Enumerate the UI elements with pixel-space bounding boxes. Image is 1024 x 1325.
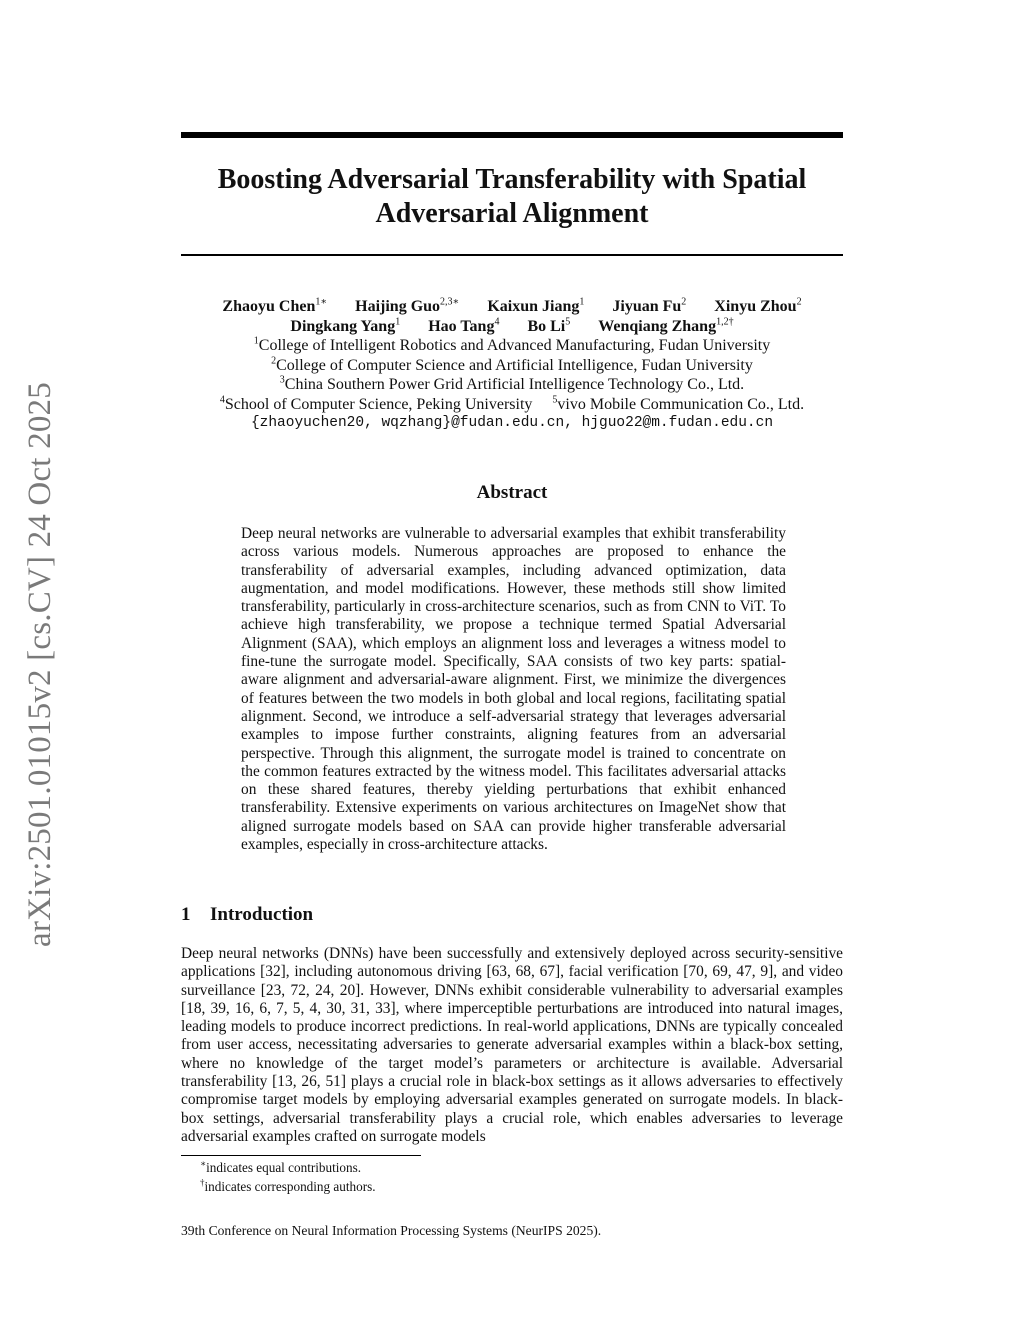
author-name: Haijing Guo$^{2,3∗}$ (355, 296, 460, 315)
section-title-text: Introduction (210, 904, 314, 925)
footnote-rule (181, 1155, 421, 1156)
author-block (181, 297, 843, 434)
author-name: Wenqiang Zhang$^{1,2\dagger}$ (598, 316, 734, 335)
affiliation-line: $^2$College of Computer Science and Artificial Intelligence, Fudan University (271, 355, 753, 374)
author-name: Jiyuan Fu$^2$ (612, 296, 687, 315)
footnotes (200, 1158, 700, 1196)
author-name: Kaixun Jiang$^1$ (487, 296, 585, 315)
author-row-1 (181, 297, 843, 317)
abstract-heading: Abstract (476, 482, 548, 503)
author-emails: {zhaoyuchen20, wqzhang}@fudan.edu.cn, hjguo22@m.fudan.edu.cn (250, 415, 774, 431)
affiliation-line: $^3$China Southern Power Grid Artificial Intelligence Technology Co., Ltd. (279, 374, 745, 393)
author-name: Xinyu Zhou$^2$ (714, 296, 802, 315)
author-name: Bo Li$^5$ (527, 316, 571, 335)
paper-title: Boosting Adversarial Transferability with Spatial Adversarial Alignment (217, 164, 807, 229)
affiliation-line: $^1$College of Intelligent Robotics and Advanced Manufacturing, Fudan University (253, 335, 771, 354)
arxiv-identifier (8, 372, 72, 956)
venue-note: 39th Conference on Neural Information Processing Systems (NeurIPS 2025). (181, 1223, 602, 1238)
affiliation-line: $^4$School of Computer Science, Peking University $^5$vivo Mobile Communication Co., Ltd. (219, 394, 805, 413)
title-rule-top (181, 132, 843, 138)
introduction-text: Deep neural networks (DNNs) have been successfully and extensively deployed across security-sensitive applications [32], including autonomous driving [63, 68, 67], facial verification [70, 69, 47, 9], and video surveillance [23, 72, 24, 20]. However, DNNs exhibit considerable vulnerability to adversarial examples [18, 39, 16, 6, 7, 5, 4, 30, 31, 33], where imperceptible perturbations are introduced into natural images, leading models to produce incorrect predictions. In real-world applications, DNNs are typically concealed from user access, necessitating adversaries to generate adversarial examples within a black-box setting, where no knowledge of the target model’s parameters or architecture is available. Adversarial transferability [13, 26, 51] plays a crucial role in black-box settings as it allows adversaries to effectively compromise target models by employing adversarial examples generated on surrogate models. In black-box settings, adversarial transferability plays a crucial role, which enables adversaries to leverage adversarial examples crafted on surrogate models (181, 945, 843, 1145)
title-rule-bottom (181, 254, 843, 256)
author-name: Zhaoyu Chen$^{1∗}$ (222, 296, 328, 315)
footnote: ∗indicates equal contributions. (200, 1158, 362, 1175)
author-name: Dingkang Yang$^1$ (290, 316, 401, 335)
arxiv-identifier-text: arXiv:2501.01015v2 [cs.CV] 24 Oct 2025 (21, 381, 58, 947)
abstract-text: Deep neural networks are vulnerable to adversarial examples that exhibit transferability across various models. Numerous approaches are proposed to enhance the transferability of adversarial examples, including advanced optimization, data augmentation, and model modifications. However, these methods still show limited transferability, particularly in cross-architecture scenarios, such as from CNN to ViT. To achieve high transferability, we propose a technique termed Spatial Adversarial Alignment (SAA), which employs an alignment loss and leverages a witness model to fine-tune the surrogate model. Specifically, SAA consists of two key parts: spatial-aware alignment and adversarial-aware alignment. First, we minimize the divergences of features between the two models in both global and local regions, facilitating spatial alignment. Second, we introduce a self-adversarial strategy that leverages adversarial examples to impose further constraints, aligning features from an adversarial perspective. Through this alignment, the surrogate model is trained to concentrate on the common features extracted by the witness model. This facilitates adversarial attacks on these shared features, thereby yielding perturbations that exhibit enhanced transferability. Extensive experiments on various architectures on ImageNet show that aligned surrogate models based on SAA can provide higher transferable adversarial examples, especially in cross-architecture attacks. (241, 525, 786, 854)
section-heading (181, 903, 313, 927)
author-name: Hao Tang$^4$ (428, 316, 500, 335)
footnote: †indicates corresponding authors. (200, 1177, 376, 1194)
author-row-2 (181, 317, 843, 337)
section-number: 1 (181, 904, 191, 925)
